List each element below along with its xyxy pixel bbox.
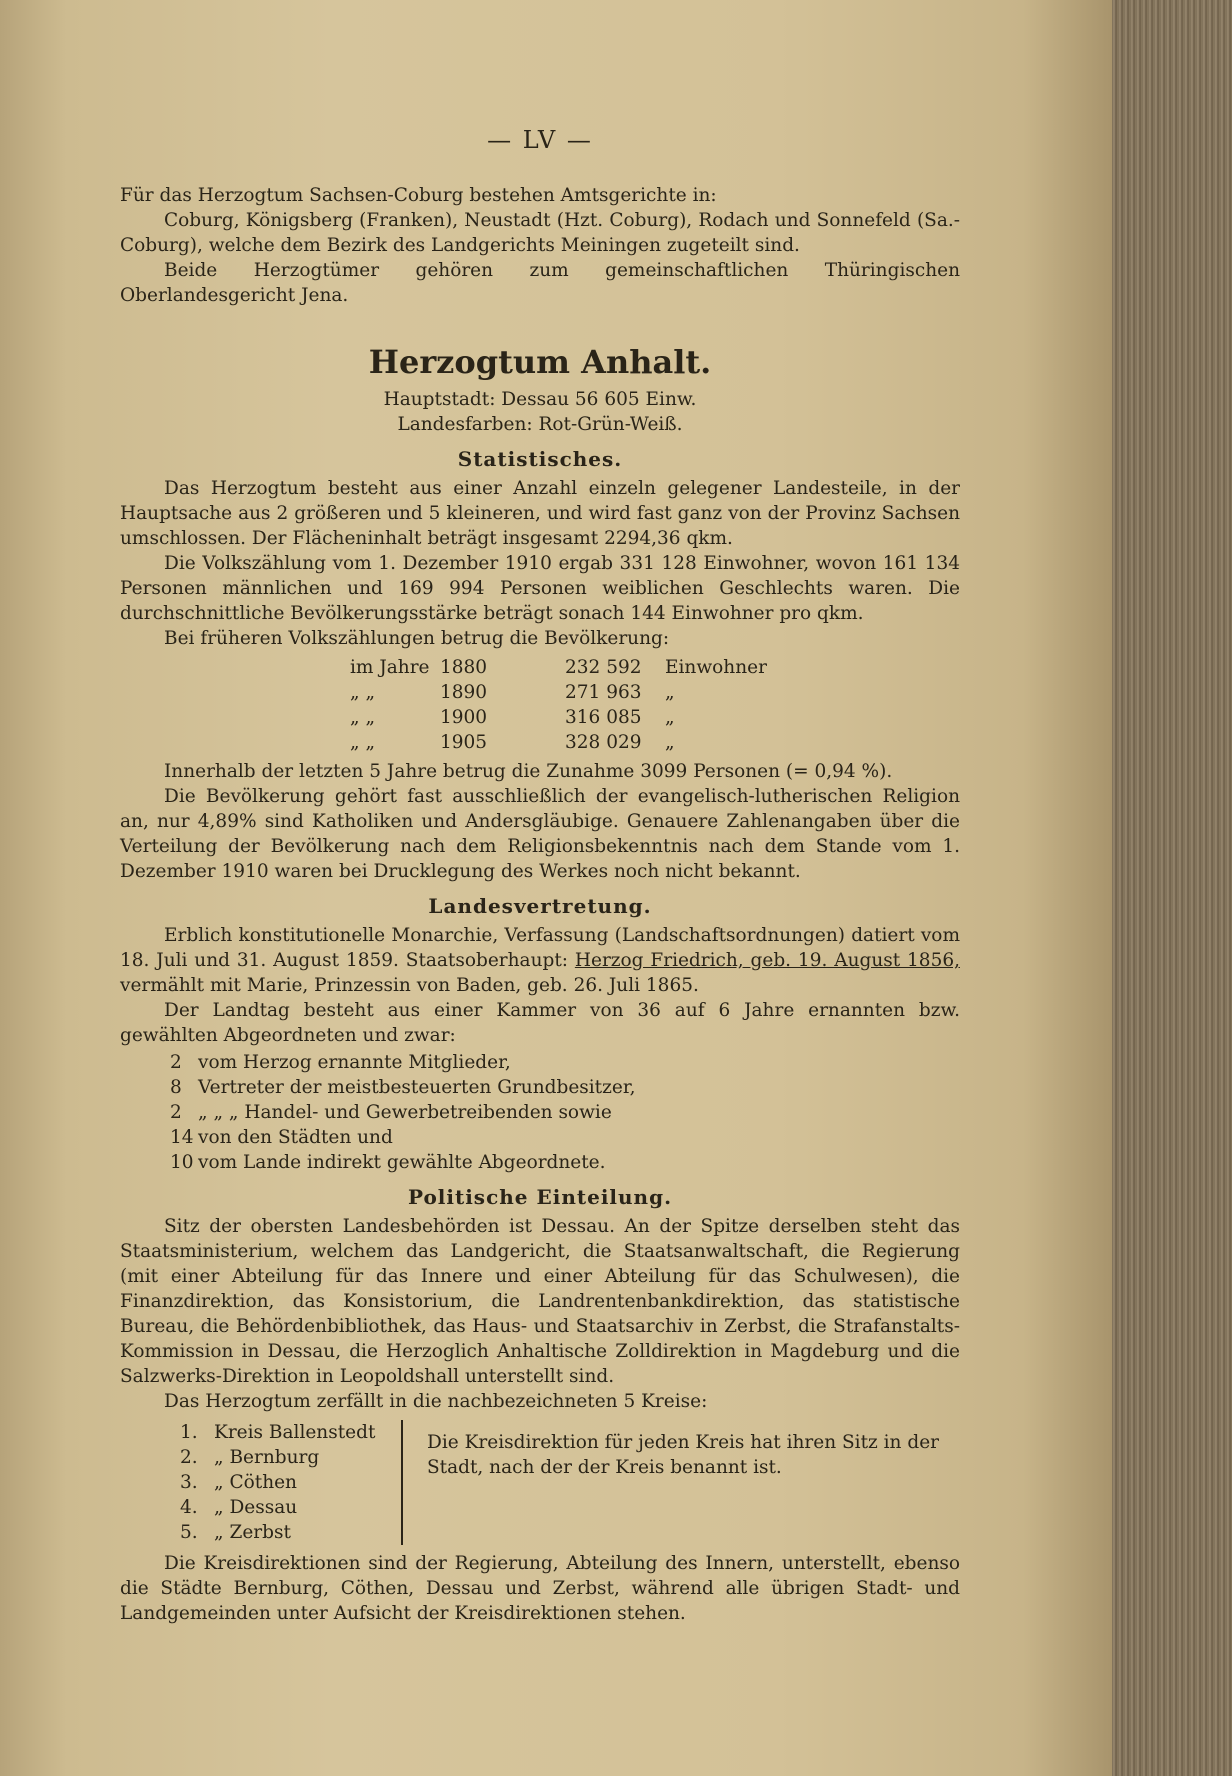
member-count: 2 xyxy=(170,1102,182,1123)
kreis-number: 1. xyxy=(180,1422,198,1443)
member-text: vom Lande indirekt gewählte Abgeordnete. xyxy=(198,1152,606,1173)
kreise-note: Die Kreisdirektion für jeden Kreis hat ihren Sitz in der Stadt, nach der der Kreis benannt ist. xyxy=(427,1432,939,1478)
member-count: 14 xyxy=(170,1127,194,1148)
member-text: vom Herzog ernannte Mitglieder, xyxy=(198,1052,511,1073)
landtag-members-list xyxy=(170,1050,960,1175)
landesvertretung-paragraph-1 xyxy=(120,923,960,998)
population-year: 1900 xyxy=(440,707,488,728)
population-year: 1890 xyxy=(440,682,488,703)
list-item xyxy=(170,1075,960,1100)
page-number: — LV — xyxy=(487,126,593,154)
intro-line-2: Coburg, Königsberg (Franken), Neustadt (Hzt. Coburg), Rodach und Sonnefeld (Sa.-Coburg), welche dem Bezirk des Landgerichts Meiningen zugeteilt sind. xyxy=(120,210,960,256)
population-value: 328 029 xyxy=(565,732,642,753)
population-unit: Einwohner xyxy=(665,657,767,678)
politik-paragraph-1: Sitz der obersten Landesbehörden ist Dessau. An der Spitze derselben steht das Staatsministerium, welchem das Landgericht, die Staatsanwaltschaft, die Regierung (mit einer Abteilung für das Innere und einer Abteilung für das Schulwesen), die Finanzdirektion, das Konsistorium, die Landrentenbankdirektion, das statistische Bureau, die Behördenbibliothek, das Haus- und Staatsarchiv in Zerbst, die Strafanstalts-Kommission in Dessau, die Herzoglich Anhaltische Zolldirektion in Magdeburg und die Salzwerks-Direktion in Leopoldshall unterstellt sind. xyxy=(120,1216,960,1387)
kreise-list xyxy=(180,1420,403,1545)
population-row xyxy=(350,680,960,705)
population-value: 232 592 xyxy=(565,657,642,678)
population-table xyxy=(350,655,960,755)
book-page-edges xyxy=(1112,0,1232,1776)
kreise-block xyxy=(180,1420,960,1545)
population-unit: „ xyxy=(665,732,675,753)
marriage-text: vermählt mit Marie, Prinzessin von Baden, geb. 26. Juli 1865. xyxy=(120,975,699,996)
population-row xyxy=(350,655,960,680)
statistik-paragraph-5: Die Bevölkerung gehört fast ausschließlich der evangelisch-lutherischen Religion an, nur 4,89% sind Katholiken und Andersgläubige. Genauere Zahlenangaben über die Verteilung der Bevölkerung nach dem Religionsbekenntnis nach dem Stande vom 1. Dezember 1910 waren bei Drucklegung des Werkes noch nicht bekannt. xyxy=(120,786,960,882)
population-unit: „ xyxy=(665,682,675,703)
list-item xyxy=(170,1125,960,1150)
kreis-name: „ Cöthen xyxy=(214,1472,297,1493)
colors-line: Landesfarben: Rot-Grün-Weiß. xyxy=(397,414,683,435)
landesvertretung-paragraph-2: Der Landtag besteht aus einer Kammer von 36 auf 6 Jahre ernannten bzw. gewählten Abgeordneten und zwar: xyxy=(120,1000,960,1046)
kreis-number: 4. xyxy=(180,1497,198,1518)
population-prefix: „ „ xyxy=(350,682,376,703)
list-item xyxy=(180,1495,395,1520)
member-count: 10 xyxy=(170,1152,194,1173)
statistik-paragraph-4: Innerhalb der letzten 5 Jahre betrug die Zunahme 3099 Personen (= 0,94 %). xyxy=(164,761,893,782)
member-count: 8 xyxy=(170,1077,182,1098)
kreis-name: „ Dessau xyxy=(214,1497,298,1518)
population-prefix: „ „ xyxy=(350,707,376,728)
page-title: Herzogtum Anhalt. xyxy=(368,343,712,381)
politik-paragraph-3: Die Kreisdirektionen sind der Regierung, Abteilung des Innern, unterstellt, ebenso die Städte Bernburg, Cöthen, Dessau und Zerbst, während alle übrigen Stadt- und Landgemeinden unter Aufsicht der Kreisdirektionen stehen. xyxy=(120,1553,960,1624)
population-prefix: „ „ xyxy=(350,732,376,753)
kreis-name: „ Bernburg xyxy=(214,1447,320,1468)
list-item xyxy=(180,1470,395,1495)
population-row xyxy=(350,705,960,730)
statistik-paragraph-1: Das Herzogtum besteht aus einer Anzahl einzeln gelegener Landesteile, in der Hauptsache aus 2 größeren und 5 kleineren, und wird fast ganz von der Provinz Sachsen umschlossen. Der Flächeninhalt beträgt insgesamt 2294,36 qkm. xyxy=(120,478,960,549)
list-item xyxy=(180,1420,395,1445)
list-item xyxy=(180,1520,395,1545)
list-item xyxy=(170,1050,960,1075)
kreis-name: „ Zerbst xyxy=(214,1522,291,1543)
list-item xyxy=(170,1150,960,1175)
list-item xyxy=(170,1100,960,1125)
politik-paragraph-2: Das Herzogtum zerfällt in die nachbezeichneten 5 Kreise: xyxy=(164,1391,708,1412)
section-heading-landesvertretung: Landesvertretung. xyxy=(428,894,652,918)
intro-line-3: Beide Herzogtümer gehören zum gemeinschaftlichen Thüringischen Oberlandesgericht Jena. xyxy=(120,260,960,306)
capital-line: Hauptstadt: Dessau 56 605 Einw. xyxy=(383,389,697,410)
kreis-name: Kreis Ballenstedt xyxy=(214,1422,376,1443)
population-prefix: im Jahre xyxy=(350,657,430,678)
list-item xyxy=(180,1445,395,1470)
population-unit: „ xyxy=(665,707,675,728)
member-text: „ „ „ Handel- und Gewerbetreibenden sowie xyxy=(198,1102,612,1123)
section-heading-politik: Politische Einteilung. xyxy=(407,1185,673,1209)
kreis-number: 5. xyxy=(180,1522,198,1543)
head-of-state-underlined: Herzog Friedrich, geb. 19. August 1856, xyxy=(574,950,960,971)
page-content xyxy=(120,128,960,1626)
intro-line-1: Für das Herzogtum Sachsen-Coburg bestehen Amtsgerichte in: xyxy=(120,185,717,206)
statistik-paragraph-2: Die Volkszählung vom 1. Dezember 1910 ergab 331 128 Einwohner, wovon 161 134 Personen männlichen und 169 994 Personen weiblichen Geschlechts waren. Die durchschnittliche Bevölkerungsstärke beträgt sonach 144 Einwohner pro qkm. xyxy=(120,553,960,624)
constitution-text: Erblich konstitutionelle Monarchie, Verfassung (Landschaftsordnungen) datiert vom 18. Juli und 31. August 1859. Staatsoberhaupt: xyxy=(120,925,960,971)
population-year: 1880 xyxy=(440,657,488,678)
kreis-number: 2. xyxy=(180,1447,198,1468)
kreis-number: 3. xyxy=(180,1472,198,1493)
population-value: 271 963 xyxy=(565,682,642,703)
member-count: 2 xyxy=(170,1052,182,1073)
member-text: Vertreter der meistbesteuerten Grundbesitzer, xyxy=(198,1077,636,1098)
section-heading-statistik: Statistisches. xyxy=(457,447,623,471)
population-year: 1905 xyxy=(440,732,488,753)
population-row xyxy=(350,730,960,755)
member-text: von den Städten und xyxy=(198,1127,393,1148)
population-value: 316 085 xyxy=(565,707,642,728)
statistik-paragraph-3: Bei früheren Volkszählungen betrug die Bevölkerung: xyxy=(164,628,670,649)
